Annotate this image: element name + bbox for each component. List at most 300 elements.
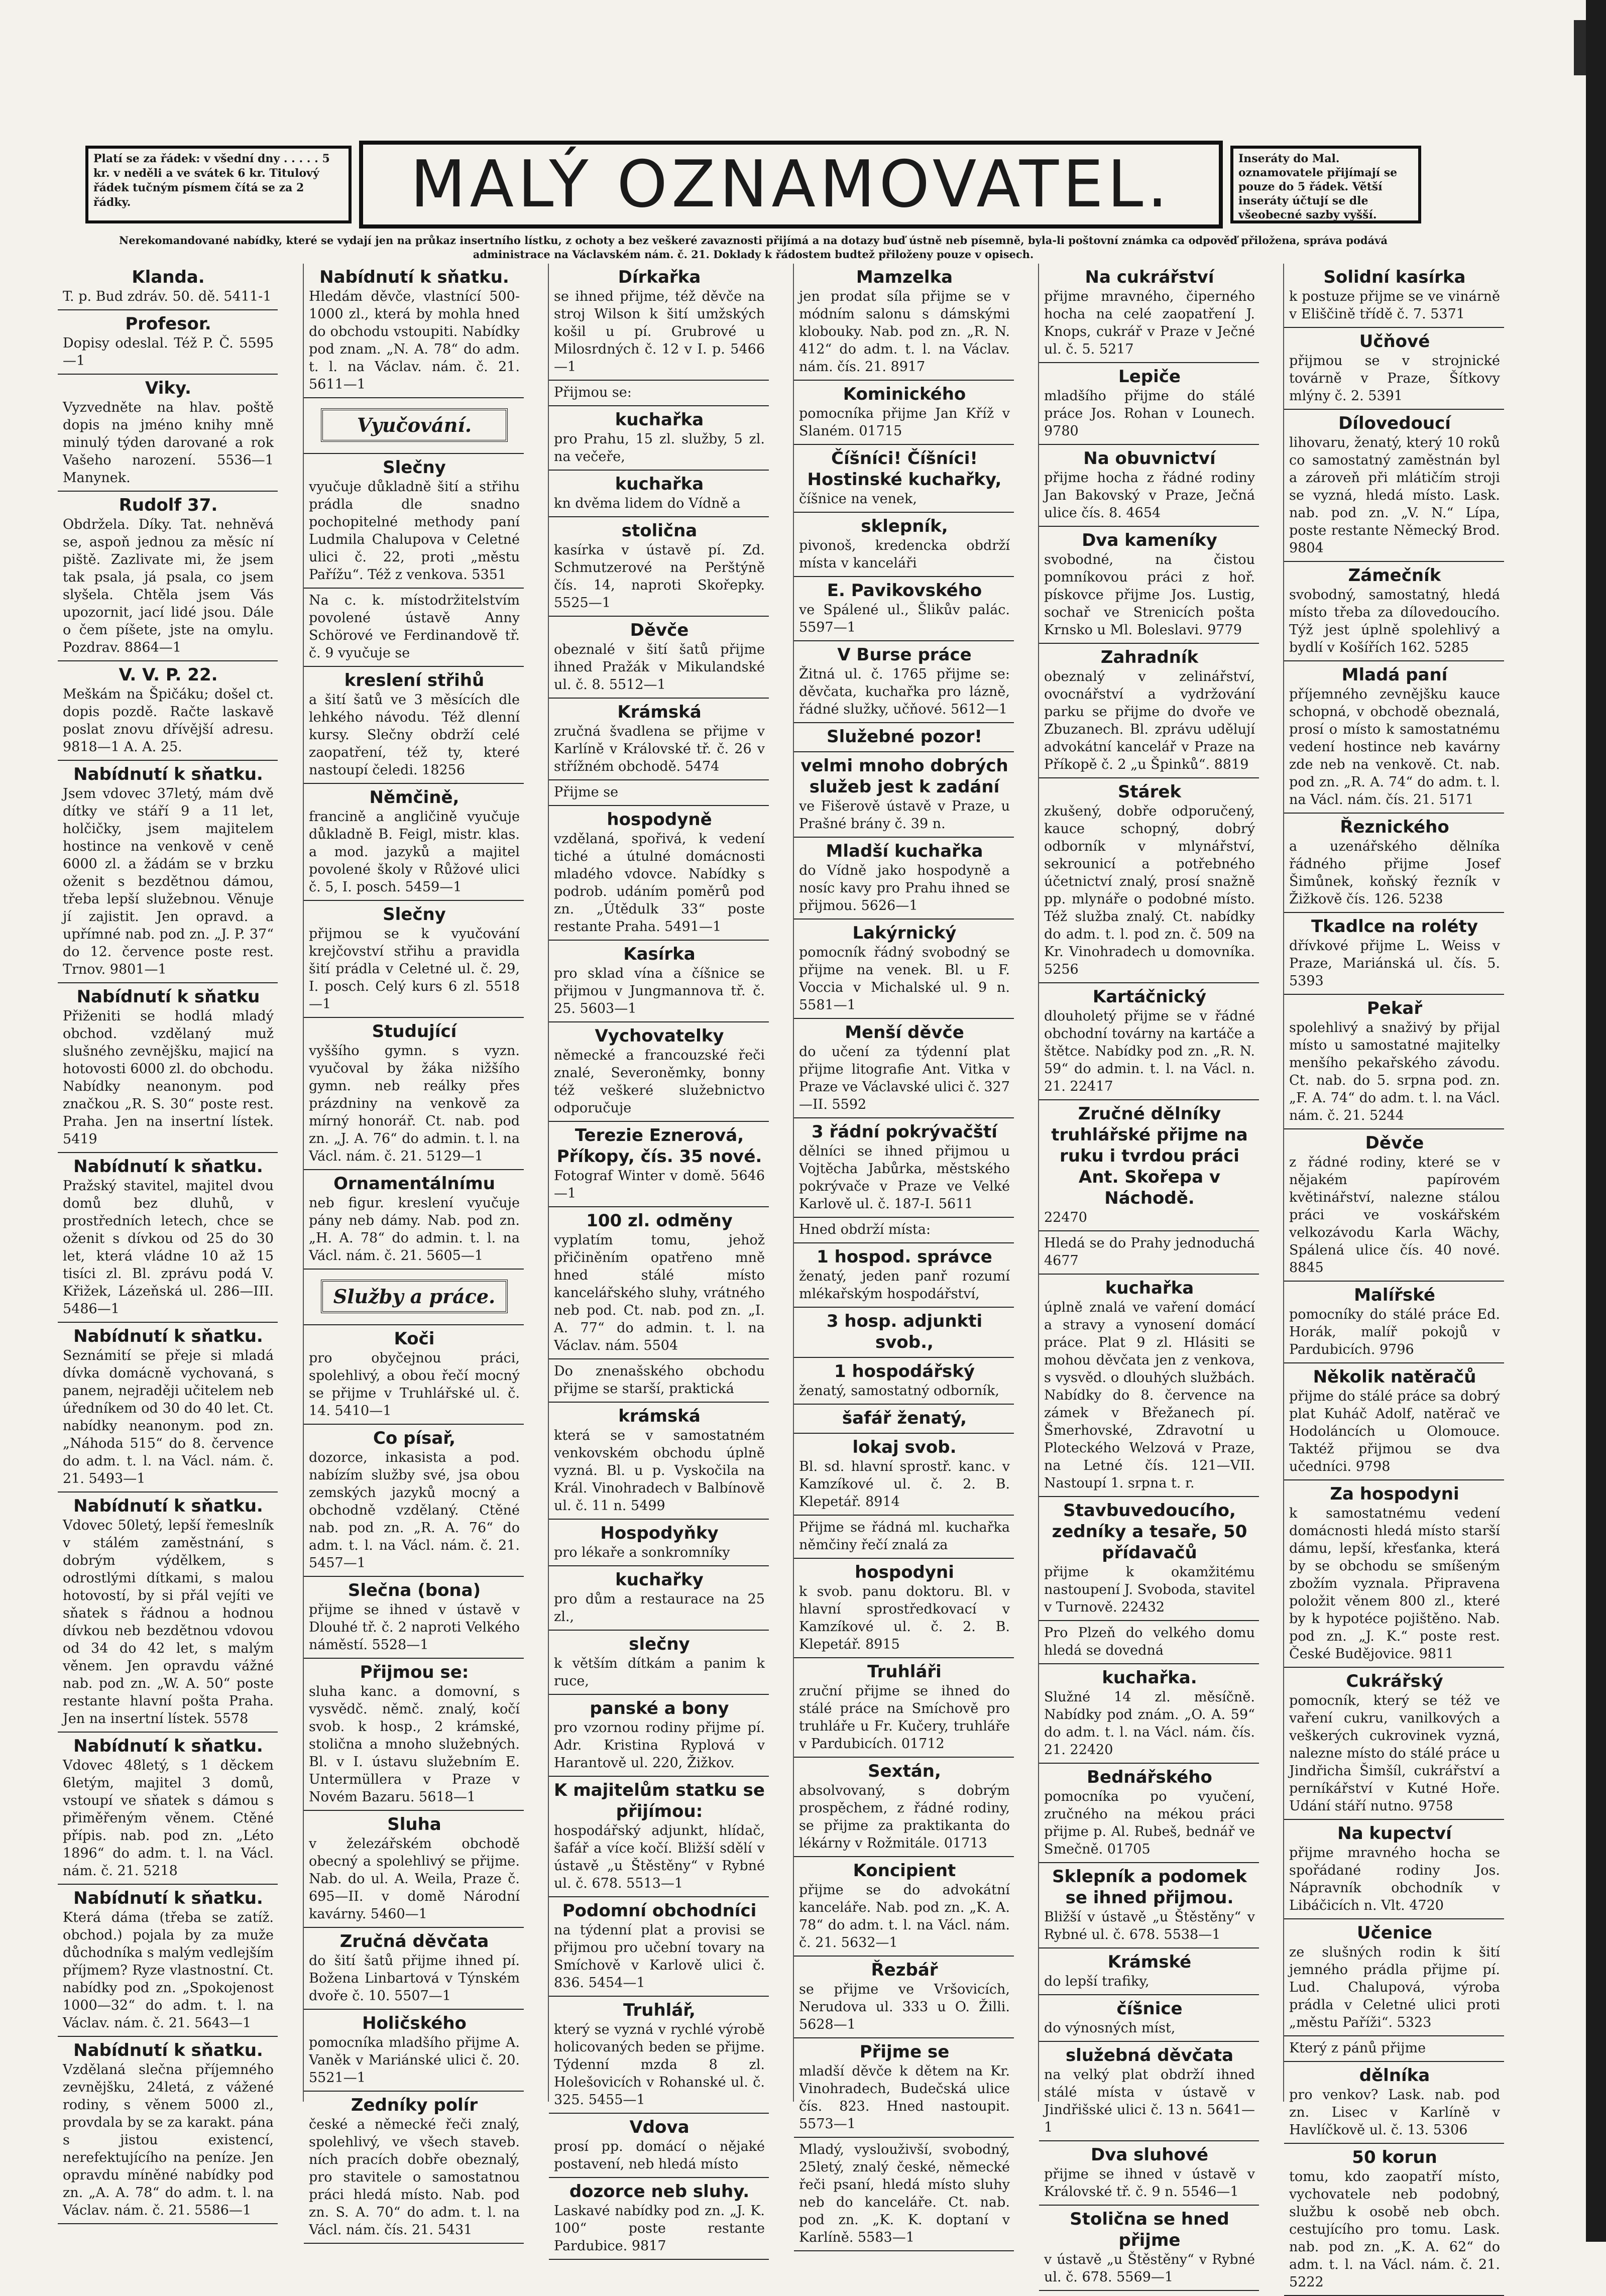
classified-ad — [549, 1122, 769, 1207]
ad-body: pomocníky do stálé práce Ed. Horák, malíř pokojů v Pardubicích. 9796 — [1289, 1307, 1500, 1357]
ad-heading: Krámské — [1107, 1952, 1192, 1972]
ad-heading: Několik natěračů — [1313, 1367, 1476, 1387]
classified-ad — [549, 1566, 769, 1631]
ad-heading: kuchařka. — [1102, 1668, 1197, 1688]
ad-heading: Cukrářský — [1346, 1671, 1443, 1691]
ad-heading: Němčině, — [369, 787, 460, 808]
classified-ad — [304, 1325, 524, 1425]
ad-body: příjemného zevnějšku kauce schopná, v obchodě obeznalá, prosí o místo k samostatnému vedení hostince neb kavárny zde neb na venkově. Ct. nab. pod zn. „R. A. 74“ do adm. t. l. na Václ. nám. čís. 21. 5171 — [1289, 686, 1500, 808]
classified-ad — [1039, 2206, 1259, 2291]
ad-heading: 50 korun — [1352, 2147, 1437, 2167]
ad-heading: Řezbář — [871, 1960, 938, 1980]
ad-heading: Nabídnutí k sňatku. — [73, 1157, 263, 1177]
classified-ad — [549, 1207, 769, 1359]
ad-body: vyplatím tomu, jehož přičiněním opatřeno mně hned stálé místo kancelářského sluhy, vrátného neb pod. Ct. nab. pod zn. „I. A. 77“ do admin. t. l. na Václav. nám. 5504 — [554, 1232, 765, 1353]
ad-body: zručná švadlena se přijme v Karlíně v Královské tř. č. 26 v střížném obchodě. 5474 — [554, 724, 765, 774]
classified-ad — [549, 1631, 769, 1695]
ad-heading: Koči — [394, 1329, 435, 1349]
price-box: Platí se za řádek: v všední dny . . . . . 5 kr. v neděli a ve svátek 6 kr. Titulový řádek tučným písmem čítá se za 2 řádky. — [85, 146, 352, 223]
ad-heading: Malířské — [1354, 1285, 1435, 1305]
ad-heading: Nabídnutí k sňatku. — [73, 1736, 263, 1756]
ad-body: kn dvěma lidem do Vídně a — [554, 496, 741, 511]
classified-ad — [1039, 1100, 1259, 1231]
classified-ad — [794, 1857, 1014, 1957]
ad-body: pomocníka mladšího přijme A. Vaněk v Mariánské ulici č. 20. 5521—1 — [309, 2035, 520, 2086]
ad-heading: Za hospodyni — [1330, 1484, 1459, 1504]
classified-ad — [1039, 1948, 1259, 1995]
scan-edge — [1586, 0, 1606, 2242]
ad-heading: Nabídnutí k sňatku. — [73, 1496, 263, 1516]
ad-heading: Na cukrářství — [1085, 267, 1214, 287]
ad-body: přijme se do advokátní kanceláře. Nab. pod zn. „K. A. 78“ do adm. t. l. na Václ. nám. č. 21. 5632—1 — [799, 1882, 1010, 1950]
ad-heading: Přijmou se: — [360, 1662, 469, 1682]
ad-heading: hospodyni — [855, 1562, 954, 1582]
ad-heading: Krámská — [617, 702, 702, 722]
classified-ad — [304, 1659, 524, 1811]
ad-body: v železářském obchodě obecný a spolehlivý se přijme. Nab. do ul. A. Weila, Praze č. 695—II. v domě Národní kavárny. 5460—1 — [309, 1836, 520, 1922]
section-title: MALÝ OZNAMOVATEL. — [410, 147, 1172, 222]
classified-ad — [794, 1658, 1014, 1758]
ad-body: Meškám na Špičáku; došel ct. dopis pozdě. Račte laskavě poslat znovu dřívější adresu. 9818—1 A. A. 25. — [63, 686, 274, 755]
insertion-rules-box: Inseráty do Mal. oznamovatele přijímají se pouze do 5 řádek. Větší inseráty účtují se dle všeobecné sazby vyšší. — [1230, 146, 1421, 223]
classified-ad — [794, 1516, 1014, 1559]
ad-heading: kuchařka — [1105, 1278, 1194, 1298]
header-note: Nerekomandované nabídky, které se vydají jen na průkaz insertního lístku, z ochoty a bez veškeré zavaznosti přijímá a na dotazy buď ústně neb písemně, byla-li poštovní známka ca odpověď přiložena, správa podává administrace na Václavském nám. č. 21. Doklady k řádostem budtež přiloženy pouze v opisech. — [119, 234, 1388, 261]
ad-heading: Stárek — [1117, 782, 1182, 802]
classified-ad — [794, 2138, 1014, 2251]
ad-heading: Dva sluhové — [1090, 2145, 1209, 2165]
ad-heading: Rudolf 37. — [119, 495, 218, 515]
ad-heading: Hospodyňky — [600, 1523, 719, 1543]
ad-heading: stolična — [621, 521, 698, 541]
ad-body: Vdovec 50letý, lepší řemeslník v stálém zaměstnání, s dobrým výdělkem, s odrostlými dítkami, s malou hotovostí, by si přál vejíti ve sňatek s řádnou a hodnou dívkou neb bezdětnou vdovou od 34 do 42 let, s malým věnem. Jen opravdu vážné nab. pod zn. „W. A. 50“ poste restante hlavní pošta Praha. Jen na insertní lístek. 5578 — [63, 1518, 274, 1727]
ad-heading: 3 hosp. adjunkti svob., — [826, 1311, 983, 1352]
ad-heading: Na kupectví — [1337, 1823, 1452, 1844]
ad-heading: Dírkařka — [618, 267, 701, 287]
ad-body: Do znenašského obchodu přijme se starší, praktická — [554, 1363, 765, 1397]
ad-body: pro lékaře a sonkromníky — [554, 1545, 730, 1560]
ad-body: Přijme se řádná ml. kuchařka němčiny řečí znalá za — [799, 1520, 1010, 1553]
ad-heading: číšnice — [1116, 1999, 1183, 2019]
classified-ad — [58, 375, 278, 492]
classified-ad — [794, 1243, 1014, 1308]
classified-ad — [1284, 562, 1504, 661]
classified-ad — [1284, 2144, 1504, 2296]
ad-body: přijme do stálé práce sa dobrý plat Kuháč Adolf, natěrač ve Hodoláncích u Olomouce. Taktéž přijmou se dva učedníci. 9798 — [1289, 1389, 1500, 1474]
ad-heading: K majitelům statku se přijímou: — [554, 1780, 765, 1821]
ad-body: Přiženiti se hodlá mladý obchod. vzdělaný muž slušného zevnějšku, majicí na hotovosti 6000 zl. do obchodu. Nabídky neanonym. pod značkou „R. S. 30“ poste rest. Praha. Jen na insertní lístek. 5419 — [63, 1008, 274, 1147]
ad-heading: Učňové — [1359, 331, 1430, 352]
classifieds-header — [85, 141, 1421, 261]
ad-body: Přijmou se: — [554, 385, 632, 400]
classified-ad — [58, 761, 278, 983]
classified-ad — [1039, 983, 1259, 1100]
ad-heading: Kasírka — [623, 944, 696, 964]
classified-ad — [794, 1019, 1014, 1118]
ad-heading: Sluha — [387, 1814, 441, 1834]
classified-ad — [58, 1733, 278, 1885]
classified-ad — [1039, 1275, 1259, 1497]
ad-heading: Co písař, — [373, 1428, 455, 1448]
ad-body: přijme mravného hocha se spořádané rodiny Jos. Nápravník obchodník v Libáčicích n. Vlt. 4720 — [1289, 1845, 1500, 1913]
ad-body: pro obyčejnou práci, spolehlivý, a obou řečí mocný se přijme v Truhlářské ul. č. 14. 5410—1 — [309, 1350, 520, 1419]
ad-body: pivonoš, kredencka obdrží místa v kanceláři — [799, 538, 1010, 571]
ad-body: lihovaru, ženatý, který 10 roků co samostatný zaměstnán byl a zároveň při mlátičím stroji se vyzná, hledá místo. Lask. nab. pod zn. „V. N.“ Lípa, poste restante Německý Brod. 9804 — [1289, 435, 1500, 556]
ad-heading: V. V. P. 22. — [119, 665, 218, 685]
classified-ad — [304, 1577, 524, 1659]
ad-heading: Děvče — [1365, 1133, 1424, 1153]
classified-ad — [1039, 1231, 1259, 1275]
section-box-heading: Služby a práce. — [321, 1280, 508, 1313]
ad-body: na velký plat obdrží ihned stálé místa v ústavě v Jindřišské ulici č. 13 n. 5641—1 — [1044, 2067, 1255, 2135]
classified-ad — [794, 445, 1014, 513]
ad-body: T. p. Bud zdráv. 50. dě. 5411-1 — [63, 289, 272, 304]
classified-ad — [1039, 1863, 1259, 1948]
ad-body: spolehlivý a snaživý by přijal místo u samostatné majitelky menšího pekařského závodu. Ct. nab. do 5. srpna pod. zn. „F. A. 74“ do adm. t. l. na Václ. nám. č. 21. 5244 — [1289, 1020, 1500, 1123]
classified-ad — [304, 1170, 524, 1270]
classified-ad — [549, 1695, 769, 1777]
classified-ad — [549, 1997, 769, 2114]
classified-ad — [1284, 1480, 1504, 1668]
ad-heading: kuchařky — [615, 1570, 704, 1590]
ad-body: Hledám děvče, vlastnící 500-1000 zl., která by mohla hned do obchodu vstoupiti. Nabídky pod znam. „N. A. 78“ do adm. t. l. na Václav. nám. č. 21. 5611—1 — [309, 289, 520, 392]
classified-ad — [58, 1323, 278, 1493]
ad-heading: Slečna (bona) — [348, 1580, 481, 1600]
ad-body: přijme mravného, čiperného hocha na celé zaopatření J. Knops, cukrář v Praze v Ječné ul. č. 5. 5217 — [1044, 289, 1255, 357]
ad-body: pro dům a restaurace na 25 zl., — [554, 1591, 765, 1625]
classified-ad — [1284, 1668, 1504, 1820]
ad-body: obeznalé v šití šatů přijme ihned Pražák v Mikulandské ul. č. 8. 5512—1 — [554, 642, 765, 693]
classified-ad — [794, 577, 1014, 641]
section-box-heading: Vyučování. — [321, 408, 508, 442]
classified-ad — [1284, 913, 1504, 995]
classified-ad — [58, 2037, 278, 2224]
ad-body: ve Fišerově ústavě v Praze, u Prašné brány č. 39 n. — [799, 798, 1010, 832]
ad-body: Bližší v ústavě „u Štěstěny“ v Rybné ul. č. 678. 5538—1 — [1044, 1909, 1255, 1942]
classified-ad — [1039, 445, 1259, 527]
ad-body: tomu, kdo zaopatří místo, vychovatele neb podobný, službu k osobě neb obch. cestujícího pro tomu. Lask. nab. pod zn. „K. A. 62“ do adm. t. l. na Václ. nám. č. 21. 5222 — [1289, 2169, 1500, 2290]
ad-heading: Solidní kasírka — [1323, 267, 1466, 287]
ad-body: 22470 — [1044, 1210, 1087, 1225]
ad-body: pomocníka přijme Jan Kříž v Slaném. 01715 — [799, 406, 1010, 439]
classified-ad — [58, 1885, 278, 2037]
ad-heading: Klanda. — [132, 267, 205, 287]
ad-body: ze slušných rodin k šití jemného prádla přijme pí. Lud. Chalupová, výroba prádla v Celetné ulici proti „městu Paříži“. 5323 — [1289, 1944, 1500, 2030]
ad-heading: Vdova — [629, 2117, 690, 2137]
ad-heading: kuchařka — [615, 474, 704, 494]
classified-ad — [304, 1270, 524, 1325]
classified-ad — [1284, 1919, 1504, 2036]
ad-body: ženatý, jeden panř rozumí mlékařským hospodářství, — [799, 1269, 1010, 1302]
ad-body: mladšího přijme do stálé práce Jos. Rohan v Lounech. 9780 — [1044, 388, 1255, 439]
classified-ad — [58, 310, 278, 375]
column-5 — [1038, 264, 1259, 2285]
classified-ad — [58, 1493, 278, 1733]
ad-heading: služebná děvčata — [1065, 2045, 1234, 2065]
classified-ad — [304, 2092, 524, 2244]
ad-heading: Profesor. — [125, 314, 211, 334]
classified-ad — [1039, 1621, 1259, 1664]
classified-ad — [1039, 1995, 1259, 2042]
classified-ad — [1284, 1282, 1504, 1363]
classified-ad — [1039, 2141, 1259, 2206]
classified-ad — [1039, 1497, 1259, 1621]
classified-ad — [549, 2178, 769, 2260]
ad-heading: Zedníky polír — [351, 2095, 478, 2115]
ad-heading: lokaj svob. — [852, 1437, 957, 1457]
classified-ad — [304, 2010, 524, 2092]
ad-body: pro vzornou rodiny přijme pí. Adr. Kristina Ryplová v Harantově ul. 220, Žižkov. — [554, 1720, 765, 1771]
classified-ad — [1284, 2036, 1504, 2062]
ad-heading: Slečny — [383, 904, 446, 925]
classified-ad — [1284, 264, 1504, 328]
ad-body: kasírka v ústavě pí. Zd. Schmutzerové na Perštýně čís. 14, naproti Skořepky. 5525—1 — [554, 542, 765, 611]
ad-heading: Ornamentálnímu — [333, 1174, 495, 1194]
ad-body: zkušený, dobře odporučený, kauce schopný, dobrý odborník v mlynářství, sekrounicí a potřebného účetnictví znalý, prosí snažně pp. mlynáře o podobné místo. Též služba znalý. Ct. nabídky do adm. t. l. pod zn. č. 509 na Kr. Vinohradech u domovníka. 5256 — [1044, 803, 1255, 977]
ad-heading: dozorce neb sluhy. — [569, 2182, 750, 2202]
ad-body: Pro Plzeň do velkého domu hledá se dovedná — [1044, 1625, 1255, 1658]
classified-ad — [58, 661, 278, 761]
ad-body: do výnosných míst, — [1044, 2020, 1176, 2036]
classified-ad — [549, 1777, 769, 1897]
ad-body: Vyzvedněte na hlav. poště dopis na jméno knihy mně minulý týden darované a rok Vašeho narození. 5536—1 Manynek. — [63, 400, 274, 486]
ad-heading: Nabídnutí k sňatku. — [73, 2040, 263, 2060]
ad-heading: E. Pavikovského — [827, 581, 982, 601]
ad-body: svobodné, na čistou pomníkovou práci z hoř. pískovce přijme Jos. Lustig, sochař ve Strenicích pošta Krnsko u Ml. Boleslavi. 9779 — [1044, 552, 1255, 638]
ad-body: číšnice na venek, — [799, 491, 917, 507]
classified-ad — [304, 1018, 524, 1170]
ad-body: absolvovaný, s dobrým prospěchem, z řádné rodiny, se přijme za praktikanta do lékárny v Rožmitále. 01713 — [799, 1783, 1010, 1851]
ad-body: Seznámití se přeje si mladá dívka domácně vychovaná, s panem, nejraději učitelem neb úředníkem od 30 do 40 let. Ct. nabídky neanonym. pod zn. „Náhoda 515“ do 8. července do adm. t. l. na Václ. nám. č. 21. 5493—1 — [63, 1348, 274, 1486]
ad-heading: Lepiče — [1118, 367, 1181, 387]
ad-body: pro sklad vína a číšnice se přijmou v Jungmannova tř. č. 25. 5603—1 — [554, 966, 765, 1016]
classified-ad — [549, 1403, 769, 1520]
ad-body: a šití šatů ve 3 měsících dle lehkého návodu. Též dlenní kursy. Slečny obdrží celé zaopatření, též ty, které nastoupí čeledi. 18256 — [309, 692, 520, 778]
ad-heading: Tkadlce na roléty — [1311, 916, 1478, 937]
classified-ad — [1284, 1129, 1504, 1282]
ad-body: pro venkov? Lask. nab. pod zn. Lisec v Karlíně v Havlíčkově ul. č. 13. 5306 — [1289, 2087, 1500, 2138]
classified-ad — [794, 1308, 1014, 1358]
ad-body: neb figur. kreslení vyučuje pány neb dámy. Nab. pod zn. „H. A. 78“ do admin. t. l. na Václ. nám. č. 21. 5605—1 — [309, 1195, 520, 1264]
ad-heading: Terezie Eznerová, Příkopy, čís. 35 nové. — [556, 1125, 762, 1167]
classified-ad — [1039, 527, 1259, 644]
ad-heading: kuchařka — [615, 410, 704, 430]
classified-ad — [794, 1559, 1014, 1658]
ad-heading: Sextán, — [868, 1761, 941, 1781]
classified-ad — [1284, 661, 1504, 814]
ad-body: Která dáma (třeba se zatíž. obchod.) pojala by za muže důchodníka s malým vedlejším příjmem? Ryze vlastnostní. Ct. nabídky pod zn. „Spokojenost 1000—32“ do adm. t. l. na Václav. nám. č. 21. 5643—1 — [63, 1910, 274, 2031]
ad-heading: kreslení střihů — [344, 670, 485, 691]
column-3 — [548, 264, 769, 2254]
ad-heading: 100 zl. odměny — [586, 1211, 733, 1231]
classified-ad — [304, 589, 524, 667]
ad-body: na týdenní plat a provisi se přijmou pro učební tovary na Smíchově v Karlově ulici č. 836. 5454—1 — [554, 1922, 765, 1991]
classified-ad — [1039, 264, 1259, 363]
ad-body: se ihned přijme, též děvče na stroj Wilson k šití umžských košil u pí. Grubrové u Milosrdných č. 12 v I. p. 5466—1 — [554, 289, 765, 375]
classified-ad — [794, 1758, 1014, 1857]
ad-body: přijmou se v strojnické továrně v Praze, Šítkovy mlýny č. 2. 5391 — [1289, 353, 1500, 404]
ad-heading: Pekař — [1366, 998, 1423, 1018]
classified-ad — [58, 983, 278, 1153]
ad-heading: Řeznického — [1340, 817, 1449, 837]
ad-body: k postuze přijme se ve vinárně v Eliščině třídě č. 7. 5371 — [1289, 289, 1500, 322]
ad-body: v ústavě „u Štěstěny“ v Rybné ul. č. 678. 5569—1 — [1044, 2252, 1255, 2285]
column-4 — [793, 264, 1014, 2245]
ad-body: do učení za týdenní plat přijme litografie Ant. Vitka v Praze ve Václavské ulici č. 327—II. 5592 — [799, 1044, 1010, 1112]
scan-crop-mark — [1574, 20, 1586, 75]
ad-columns — [58, 264, 1534, 2290]
classified-ad — [1284, 995, 1504, 1129]
classified-ad — [549, 699, 769, 780]
ad-heading: slečny — [629, 1634, 690, 1654]
ad-heading: Bednářského — [1087, 1767, 1212, 1787]
ad-body: Služné 14 zl. měsíčně. Nabídky pod znám. „O. A. 59“ do adm. t. l. na Václ. nám. čís. 21. 22420 — [1044, 1689, 1255, 1758]
ad-heading: Mladá paní — [1341, 665, 1448, 685]
ad-body: Přijme se — [554, 784, 619, 800]
classified-ad — [1039, 2042, 1259, 2141]
ad-body: Pražský stavitel, majitel dvou domů bez dluhů, v prostředních letech, chce se oženit s dívkou od 25 do 30 let, která vládne 10 až 15 tisíci zl. Bl. zprávu podá V. Křižek, Lázeňská ul. 286—III. 5486—1 — [63, 1178, 274, 1317]
ad-heading: panské a bony — [590, 1698, 729, 1718]
ad-heading: Koncipient — [853, 1861, 956, 1881]
classified-ad — [549, 406, 769, 471]
ad-body: pomocníka po vyučení, zručného na mékou práci přijme p. Al. Rubeš, bednář ve Smečně. 01705 — [1044, 1789, 1255, 1857]
ad-body: Dopisy odeslal. Též P. Č. 5595—1 — [63, 335, 274, 369]
ad-body: pro Prahu, 15 zl. služby, 5 zl. na večeře, — [554, 431, 765, 465]
ad-body: přijme se ihned v ústavě v Královské tř. č. 9 n. 5546—1 — [1044, 2166, 1255, 2200]
classified-ad — [549, 381, 769, 406]
classified-ad — [794, 641, 1014, 723]
ad-body: úplně znalá ve vaření domácí a stravy a vynosení domácí práce. Plat 9 zl. Hlásiti se mohou děvčata jen z venkova, s vysvěd. o dlouhých službách. Nabídky do 8. července na zámek v Břežanech pí. Šmerhovské, Zdravotní u Ploteckého Welzová v Praze, na Letné čís. 121—VII. Nastoupí 1. srpna t. r. — [1044, 1300, 1255, 1491]
ad-body: obeznalý v zelinářství, ovocnářství a vydržování parku se přijme do dvoře ve Zbuzanech. Bl. zprávu udělují advokátní kancelář v Praze na Příkopě č. 2 „u Špinků“. 8819 — [1044, 669, 1255, 772]
ad-heading: Zručné dělníky truhlářské přijme na ruku i tvrdou práci Ant. Skořepa v Náchodě. — [1051, 1104, 1248, 1208]
ad-body: německé a francouzské řeči znalé, Severoněmky, bonny též veškeré služebnictvo odporučuje — [554, 1048, 765, 1116]
classified-ad — [58, 492, 278, 661]
ad-heading: Menší děvče — [845, 1022, 964, 1043]
ad-heading: Číšníci! Číšníci! Hostinské kuchařky, — [807, 448, 1002, 490]
ad-body: Bl. sd. hlavní sprostř. kanc. v Kamzíkové ul. č. 2. B. Klepetář. 8914 — [799, 1459, 1010, 1510]
classified-ad — [58, 1153, 278, 1323]
column-2 — [303, 264, 524, 2238]
ad-body: z řádné rodiny, které se v nějakém papírovém květinářství, nalezne stálou práci ve voskářském velkozávodu Karla Wächy, Spálená ulice čís. 40 nové. 8845 — [1289, 1155, 1500, 1276]
classified-ad — [794, 920, 1014, 1019]
ad-heading: Truhláři — [867, 1662, 942, 1682]
classified-ad — [549, 264, 769, 381]
ad-body: se přijme ve Vršovicích, Nerudova ul. 333 u O. Žilli. 5628—1 — [799, 1982, 1010, 2032]
classified-ad — [1039, 363, 1259, 445]
ad-body: Laskavé nabídky pod zn. „J. K. 100“ poste restante Pardubice. 9817 — [554, 2203, 765, 2254]
classified-ad — [794, 1218, 1014, 1243]
ad-body: přijme hocha z řádné rodiny Jan Bakovský v Praze, Ječná ulice čís. 8. 4654 — [1044, 470, 1255, 521]
ad-body: do lepší trafiky, — [1044, 1974, 1150, 1989]
ad-body: dřívkové přijme L. Weiss v Praze, Mariánská ul. čís. 5. 5393 — [1289, 938, 1500, 989]
ad-heading: Truhlář, — [623, 2000, 696, 2020]
ad-body: vyučuje důkladně šití a střihu prádla dle snadno pochopitelné methody paní Ludmila Chalupova v Celetné ulici č. 22, proti „městu Pařížu“. Též z venkova. 5351 — [309, 479, 520, 583]
ad-heading: dělníka — [1359, 2065, 1430, 2086]
classified-ad — [549, 941, 769, 1022]
ad-heading: Kominického — [843, 384, 966, 404]
ad-body: přijme k okamžitému nastoupení J. Svoboda, stavitel v Turnově. 22432 — [1044, 1564, 1255, 1615]
ad-body: Vzdělaná slečna příjemného zevnějšku, 24letá, z vážené rodiny, s věnem 5000 zl., provdala by se za karakt. pána s jistou existencí, nerefektujícího na peníze. Jen opravdu míněné nabídky pod zn. „A. A. 78“ do adm. t. l. na Václav. nám. č. 21. 5586—1 — [63, 2062, 274, 2218]
ad-heading: Slečny — [383, 457, 446, 478]
classified-ad — [794, 1405, 1014, 1434]
ad-heading: Dílovedoucí — [1338, 413, 1451, 433]
ad-body: vyššího gymn. s vyzn. vyučoval by žáka nižšího gymn. neb reálky přes prázdniny na venkově za mírný honorář. Ct. nab. pod zn. „J. A. 76“ do admin. t. l. na Václ. nám. č. 21. 5129—1 — [309, 1043, 520, 1164]
ad-body: Vdovec 48letý, s 1 děckem 6letým, majitel 3 domů, vstoupí ve sňatek s dámou s přiměřeným věnem. Ctěné přípis. nab. pod zn. „Léto 1896“ do adm. t. l. na Václ. nám. č. 21. 5218 — [63, 1758, 274, 1879]
classified-ad — [549, 1520, 769, 1566]
ad-heading: Nabídnutí k sňatku. — [73, 764, 263, 784]
classified-ad — [549, 617, 769, 699]
ad-body: do Vídně jako hospodyně a nosíc kavy pro Prahu ihned se přijmou. 5626—1 — [799, 863, 1010, 913]
ad-heading: velmi mnoho dobrých služeb jest k zadání — [800, 756, 1008, 797]
ad-body: dělníci se ihned přijmou u Vojtěcha Jabůrka, městského pokrývače v Praze ve Velké Karlově ul. č. 187-I. 5611 — [799, 1143, 1010, 1212]
classified-ad — [304, 264, 524, 398]
ad-body: který se vyzná v rychlé výrobě holicovaných beden se přijme. Týdenní mzda 8 zl. Holešovicích v Rohanské ul. č. 325. 5455—1 — [554, 2022, 765, 2108]
ad-body: přijme se ihned v ústavě v Dlouhé tř. č. 2 naproti Velkého náměstí. 5528—1 — [309, 1602, 520, 1653]
classified-ad — [549, 1359, 769, 1403]
ad-body: k samostatnému vedení domácnosti hledá místo starší dámu, lepší, křesťanka, která by se obchodu se smíšeným zbožím vyznala. Připravena položit věnem 800 zl., které by k hypotéce pojištěno. Nab. pod zn. „J. K.“ poste rest. České Budějovice. 9811 — [1289, 1506, 1500, 1662]
classified-ad — [549, 1897, 769, 1997]
ad-heading: Sklepník a podomek se ihned přijmou. — [1052, 1867, 1247, 1908]
ad-body: dlouholetý přijme se v řádné obchodní továrny na kartáče a štětce. Nabídky pod zn. „R. N. 59“ do admin. t. l. na Václ. n. 21. 22417 — [1044, 1008, 1255, 1094]
ad-heading: Zahradník — [1100, 647, 1199, 667]
ad-heading: Zručná děvčata — [339, 1931, 489, 1951]
ad-body: Obdržela. Díky. Tat. nehněvá se, aspoň jednou za měsíc ní piště. Zazlivate mi, že jsem tak psala, já psala, co jsem slyšela. Chtěla jsem Vás upozornit, jací lidé jsou. Dále o čem píšete, jste na omylu. Pozdrav. 8864—1 — [63, 517, 274, 655]
ad-heading: Přijme se — [859, 2042, 950, 2062]
classified-ad — [549, 517, 769, 617]
classified-ad — [304, 1928, 524, 2010]
ad-body: ve Spálené ul., Šlikův palác. 5597—1 — [799, 602, 1010, 635]
classified-ad — [794, 1434, 1014, 1516]
classified-ad — [1284, 1820, 1504, 1919]
section-title-box — [359, 141, 1223, 228]
ad-heading: hospodyně — [607, 810, 712, 830]
ad-body: k větším dítkám a panim k ruce, — [554, 1656, 765, 1689]
ad-body: Který z pánů přijme — [1289, 2040, 1426, 2056]
ad-body: Mladý, vyslouživší, svobodný, 25letý, znalý české, německé řeči psaní, hledá místo sluhy neb do kanceláře. Ct. nab. pod zn. „K. K. doptaní v Karlíně. 5583—1 — [799, 2142, 1010, 2245]
ad-body: české a německé řeči znalý, spolehlivý, ve všech staveb. ních pracích dobře obeznalý, pro stavitele o samostatnou práci hledá místo. Nab. pod zn. S. A. 70“ do adm. t. l. na Václ. nám. čís. 21. 5431 — [309, 2117, 520, 2238]
ad-body: francině a angličině vyučuje důkladně B. Feigl, mistr. klas. a mod. jazyků a majitel povolené školy v Růžové ulici č. 5, I. posch. 5459—1 — [309, 809, 520, 895]
ad-body: zruční přijme se ihned do stálé práce na Smíchově pro truhláře u Fr. Kučery, truhláře v Pardubicích. 01712 — [799, 1683, 1010, 1752]
ad-heading: Nabídnutí k sňatku. — [73, 1326, 263, 1346]
ad-body: která se v samostatném venkovském obchodu úplně vyzná. Bl. u p. Vyskočila na Král. Vinohradech v Balbínově ul. č. 11 n. 5499 — [554, 1428, 765, 1514]
classified-ad — [1039, 644, 1259, 778]
ad-heading: Mladší kuchařka — [826, 841, 983, 861]
classified-ad — [794, 838, 1014, 920]
ad-heading: Stavbuvedoucího, zedníky a tesaře, 50 přídavačů — [1052, 1501, 1247, 1563]
ad-body: k svob. panu doktoru. Bl. v hlavní sprostředkovací v Kamzíkové ul. č. 2. B. Klepetář. 8915 — [799, 1584, 1010, 1652]
classified-ad — [1284, 328, 1504, 410]
classified-ad — [549, 2114, 769, 2178]
classified-ad — [1284, 410, 1504, 562]
column-6 — [1283, 264, 1504, 2290]
classified-ad — [794, 1358, 1014, 1405]
ad-heading: krámská — [618, 1406, 701, 1426]
ad-body: svobodný, samostatný, hledá místo třeba za dílovedoucího. Týž jest úplně spolehlivý a bydlí v Košířích 162. 5285 — [1289, 587, 1500, 655]
ad-heading: Holičského — [362, 2013, 467, 2033]
ad-body: Fotograf Winter v domě. 5646—1 — [554, 1168, 765, 1201]
ad-body: dozorce, inkasista a pod. nabízím služby své, jsa obou zemských jazyků mocný a obchodně vzdělaný. Ctěné nab. pod zn. „R. A. 76“ do adm. t. l. na Václ. nám. č. 21. 5457—1 — [309, 1450, 520, 1571]
ad-body: jen prodat síla přijme se v módním salonu s dámskými klobouky. Nab. pod zn. „R. N. 412“ do adm. t. l. na Václav. nám. čís. 21. 8917 — [799, 289, 1010, 375]
classified-ad — [794, 1118, 1014, 1218]
ad-heading: Lakýrnický — [852, 923, 957, 943]
ad-heading: Mamzelka — [856, 267, 953, 287]
ad-body: Jsem vdovec 37letý, mám dvě dítky ve stáří 9 a 11 let, holčičky, jsem majitelem hostince na venkově v ceně 6000 zl. a žádám se v brzku oženit s bezdětnou dámou, třeba lepší služebnou. Věnuje jí zajistit. Jen opravd. a upřímné nab. pod zn. „J. P. 37“ do 12. července poste rest. Trnov. 9801—1 — [63, 786, 274, 977]
ad-body: Hned obdrží místa: — [799, 1222, 931, 1237]
column-1 — [58, 264, 278, 2218]
ad-heading: Vychovatelky — [595, 1026, 724, 1046]
classified-ad — [1284, 814, 1504, 913]
ad-body: mladší děvče k dětem na Kr. Vinohradech, Budečská ulice čís. 823. Hned nastoupit. 5573—1 — [799, 2063, 1010, 2132]
